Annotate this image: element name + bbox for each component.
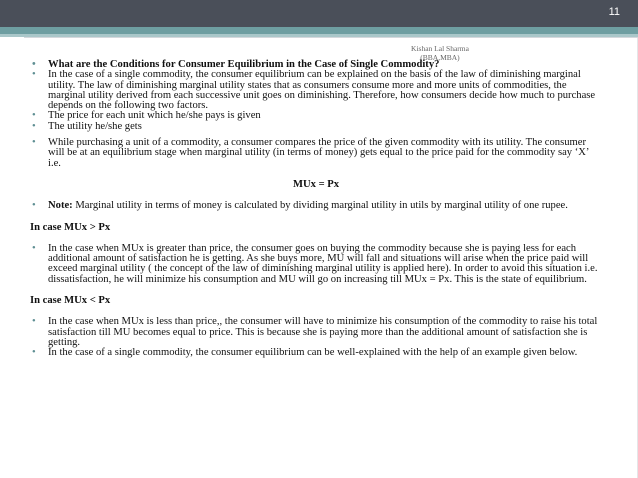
note-text: Marginal utility in terms of money is calculated by dividing marginal utility in utils by marginal utility of one rupee. (72, 200, 568, 212)
slide-body (30, 60, 602, 359)
bullet-utility: • The utility he/she gets (30, 122, 602, 132)
bullet-case-less: • In the case when MUx is less than price,, the consumer will have to minimize his consumption of the commodity to raise his total satisfaction till MU becomes equal to price. This is because she is paying more than the additional amount of satisfaction she is getting. (30, 317, 602, 348)
bullet-case-greater: • In the case when MUx is greater than price, the consumer goes on buying the commodity because she is paying less for each additional amount of satisfaction he is getting. As she buys more, MU will fall and situations will arise when the price paid will exceed marginal utility ( the concept of the law of diminishing marginal utility is applied here). In order to avoid this situation i.e. dissatisfaction, he will minimize his consumption and MU will go on increasing till MUx = Px. This is the state of equilibrium. (30, 244, 602, 285)
case-greater-heading: In case MUx > Px (30, 221, 111, 233)
slide-number: 11 (608, 6, 620, 18)
bullet-purchase: • While purchasing a unit of a commodity, a consumer compares the price of the given commodity with its utility. The consumer will be at an equilibrium stage when marginal utility (in terms of money) gets equal to the price paid for the commodity say ‘X’ i.e. (30, 138, 602, 169)
header-rule (24, 37, 638, 38)
slide-header-bar (0, 0, 638, 27)
bullet-price: • The price for each unit which he/she pays is given (30, 111, 602, 121)
author-degrees: (BBA,MBA) (420, 53, 460, 62)
equilibrium-equation: MUx = Px (292, 178, 340, 190)
author-name: Kishan Lal Sharma (411, 44, 469, 53)
header-accent-band (0, 27, 638, 34)
bullet-note (30, 201, 602, 211)
bullet-example: • In the case of a single commodity, the consumer equilibrium can be well-explained with the help of an example given below. (30, 348, 602, 358)
slide-title: • What are the Conditions for Consumer Equilibrium in the Case of Single Commodity? (30, 60, 602, 70)
bullet-intro: • In the case of a single commodity, the consumer equilibrium can be explained on the basis of the law of diminishing marginal utility. The law of diminishing marginal utility states that as consumers consume more and more units of commodities, the marginal utility derived from each successive unit goes on diminishing. Therefore, how consumers decide how much to purchase depends on the following two factors. (30, 70, 602, 111)
case-less-heading: In case MUx < Px (30, 295, 111, 307)
note-label: Note: (48, 200, 73, 212)
